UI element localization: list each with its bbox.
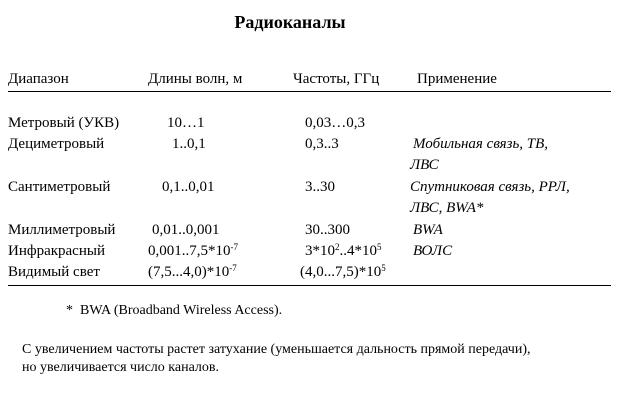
row-frequency: 0,03…0,3 (305, 115, 365, 131)
row-usage-line1: BWA (413, 222, 443, 238)
header-divider (8, 91, 611, 92)
row-range: Миллиметровый (8, 222, 116, 238)
row-range: Инфракрасный (8, 243, 105, 259)
wavelength-exponent: -7 (229, 263, 237, 273)
row-wavelength: 1..0,1 (172, 136, 206, 152)
wavelength-base: 0,001..7,5*10 (148, 243, 231, 259)
row-range: Сантиметровый (8, 179, 111, 195)
row-frequency (305, 242, 382, 260)
frequency-high-base: ..4*10 (339, 243, 377, 259)
frequency-low-base: 3*10 (305, 243, 335, 259)
header-frequency: Частоты, ГГц (293, 71, 380, 87)
row-wavelength: 10…1 (167, 115, 205, 131)
row-range: Видимый свет (8, 264, 100, 280)
row-wavelength: 0,01..0,001 (152, 222, 220, 238)
row-wavelength (148, 242, 238, 260)
page-title: Радиоканалы (234, 12, 346, 32)
frequency-base: (4,0...7,5)*10 (300, 264, 382, 280)
row-wavelength (148, 263, 237, 281)
table-bottom-divider (8, 285, 611, 286)
row-range: Дециметровый (8, 136, 105, 152)
wavelength-base: (7,5...4,0)*10 (148, 264, 230, 280)
footnote: * BWA (Broadband Wireless Access). (66, 303, 283, 318)
row-usage-line1: Спутниковая связь, РРЛ, (410, 179, 570, 195)
frequency-low-exponent: 2 (335, 242, 340, 252)
header-range: Диапазон (8, 71, 69, 87)
row-frequency: 3..30 (305, 179, 335, 195)
header-usage: Применение (417, 71, 497, 87)
row-frequency (300, 263, 386, 281)
row-usage-line1: ВОЛС (413, 243, 453, 259)
row-usage-line2: ЛВС (410, 157, 439, 173)
row-range: Метровый (УКВ) (8, 115, 120, 131)
frequency-high-exponent: 5 (377, 242, 382, 252)
frequency-exponent: 5 (381, 263, 386, 273)
summary-paragraph: С увеличением частоты растет затухание (уменьшается дальность прямой передачи), но увеличивается число каналов. (22, 342, 531, 375)
row-frequency: 30..300 (305, 222, 350, 238)
row-wavelength: 0,1..0,01 (162, 179, 215, 195)
row-usage-line2: ЛВС, BWA* (410, 200, 484, 216)
wavelength-exponent: -7 (230, 242, 238, 252)
row-usage-line1: Мобильная связь, ТВ, (413, 136, 549, 152)
header-wavelength: Длины волн, м (148, 71, 243, 87)
row-frequency: 0,3..3 (305, 136, 339, 152)
